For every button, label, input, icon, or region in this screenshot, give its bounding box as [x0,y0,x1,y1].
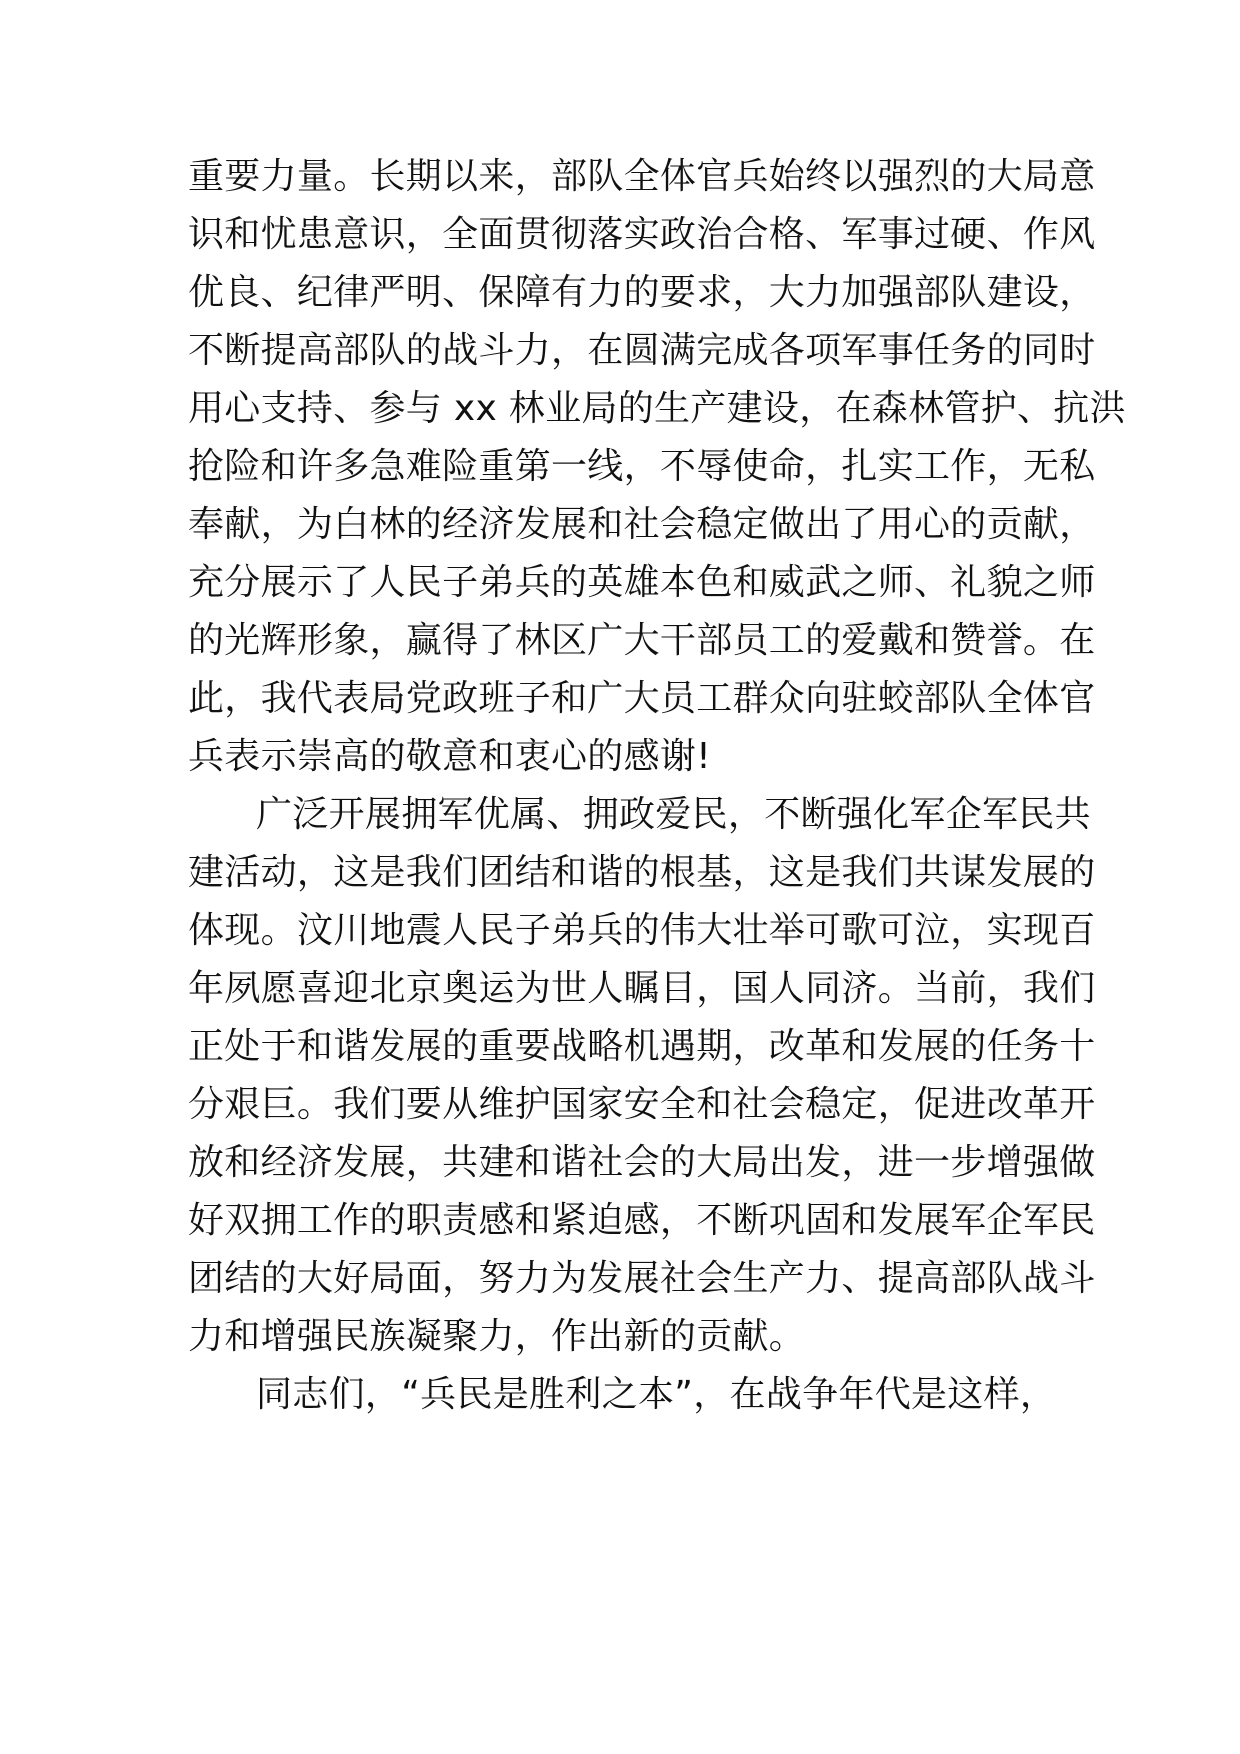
text-line: 用心支持、参与 xx 林业局的生产建设，在森林管护、抗洪 [188,388,1126,429]
text-line: 放和经济发展，共建和谐社会的大局出发，进一步增强做 [188,1142,1096,1183]
paragraph-start-line: 同志们，“兵民是胜利之本”，在战争年代是这样， [256,1374,1057,1415]
text-line: 建活动，这是我们团结和谐的根基，这是我们共谋发展的 [188,852,1096,893]
text-line: 年夙愿喜迎北京奥运为世人瞩目，国人同济。当前，我们 [188,968,1096,1009]
text-line: 的光辉形象，赢得了林区广大干部员工的爱戴和赞誉。在 [188,620,1096,661]
text-line: 团结的大好局面，努力为发展社会生产力、提高部队战斗 [188,1258,1096,1299]
text-line: 正处于和谐发展的重要战略机遇期，改革和发展的任务十 [188,1026,1096,1067]
text-line: 抢险和许多急难险重第一线，不辱使命，扎实工作，无私 [188,446,1096,487]
text-line: 好双拥工作的职责感和紧迫感，不断巩固和发展军企军民 [188,1200,1096,1241]
text-line: 充分展示了人民子弟兵的英雄本色和威武之师、礼貌之师 [188,562,1096,603]
text-line: 识和忧患意识，全面贯彻落实政治合格、军事过硬、作风 [188,214,1096,255]
text-line: 奉献，为白林的经济发展和社会稳定做出了用心的贡献， [188,504,1096,545]
paragraph-start-line: 广泛开展拥军优属、拥政爱民，不断强化军企军民共 [256,794,1091,835]
text-line: 不断提高部队的战斗力，在圆满完成各项军事任务的同时 [188,330,1096,371]
text-line: 分艰巨。我们要从维护国家安全和社会稳定，促进改革开 [188,1084,1096,1125]
text-line: 优良、纪律严明、保障有力的要求，大力加强部队建设， [188,272,1096,313]
text-line: 体现。汶川地震人民子弟兵的伟大壮举可歌可泣，实现百 [188,910,1096,951]
text-line: 兵表示崇高的敬意和衷心的感谢! [188,736,711,777]
text-line: 力和增强民族凝聚力，作出新的贡献。 [188,1316,806,1357]
text-line: 此，我代表局党政班子和广大员工群众向驻蛟部队全体官 [188,678,1096,719]
text-line: 重要力量。长期以来，部队全体官兵始终以强烈的大局意 [188,156,1096,197]
